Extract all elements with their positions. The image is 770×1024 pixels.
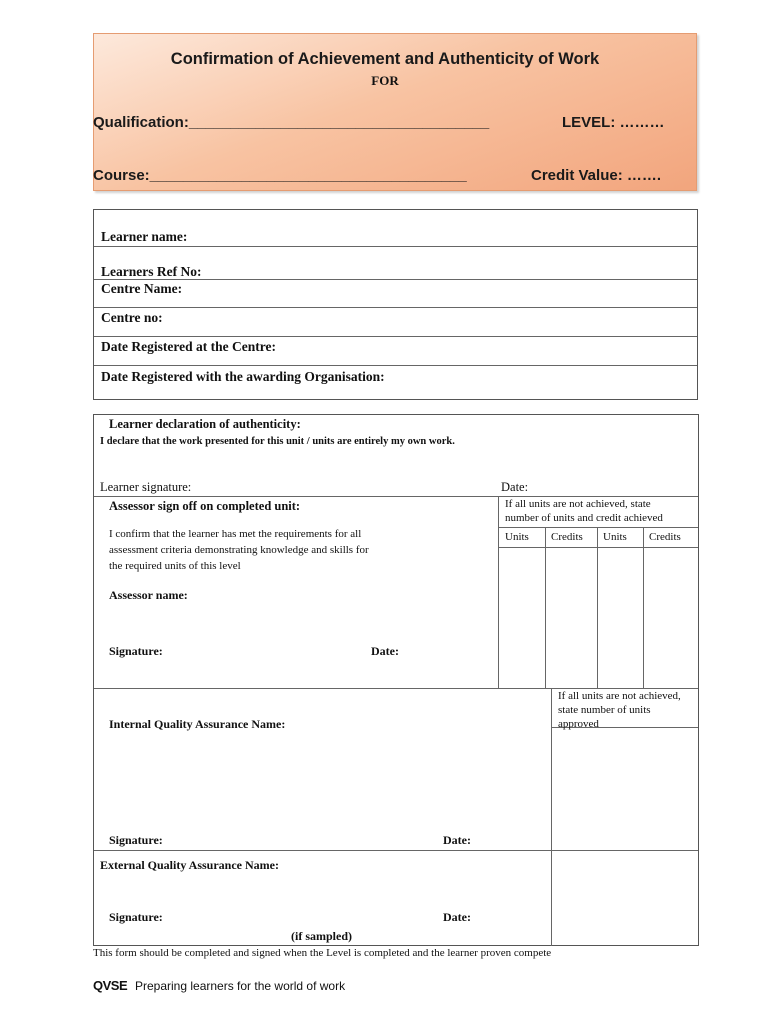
eqa-date-label: Date: — [443, 910, 471, 924]
level-line: LEVEL: ……… — [562, 114, 665, 131]
form-title: Confirmation of Achievement and Authenticity of Work — [170, 50, 600, 68]
declaration-title: Learner declaration of authenticity: — [109, 417, 301, 431]
date-registered-centre-label: Date Registered at the Centre: — [101, 339, 276, 354]
row-divider — [94, 336, 697, 337]
note-line: state number of units — [558, 704, 651, 716]
confirm-line: the required units of this level — [109, 560, 241, 572]
iqa-signature-label: Signature: — [109, 833, 163, 847]
assessor-not-achieved-note — [505, 497, 663, 525]
qualification-line: Qualification:____________________________________ — [93, 114, 490, 131]
learner-name-label: Learner name: — [101, 229, 188, 244]
credits-col-divider — [597, 527, 598, 688]
centre-no-label: Centre no: — [101, 310, 163, 325]
units-header-bottom — [498, 547, 698, 548]
row-divider — [94, 307, 697, 308]
eqa-top-divider — [94, 850, 698, 851]
row-divider — [94, 246, 697, 247]
credit-value-line: Credit Value: ……. — [531, 167, 662, 184]
eqa-if-sampled: (if sampled) — [291, 929, 352, 943]
assessor-title: Assessor sign off on completed unit: — [109, 499, 301, 513]
iqa-date-label: Date: — [443, 833, 471, 847]
assessor-confirm-text — [109, 526, 369, 574]
eqa-name-label: External Quality Assurance Name: — [100, 858, 279, 872]
learner-date-label: Date: — [501, 480, 529, 494]
confirm-line: I confirm that the learner has met the requirements for all — [109, 528, 362, 540]
units-header-2: Units — [603, 531, 627, 543]
credits-header-2: Credits — [649, 531, 681, 543]
units-header-1: Units — [505, 531, 529, 543]
row-divider — [94, 365, 697, 366]
assessor-date-label: Date: — [371, 644, 399, 658]
units-col-divider — [643, 527, 644, 688]
learner-info-table — [93, 209, 698, 400]
footer-tagline: Preparing learners for the world of work — [135, 979, 346, 993]
learner-signature-label: Learner signature: — [100, 480, 192, 494]
assessor-name-label: Assessor name: — [109, 588, 188, 602]
form-for-label: FOR — [371, 73, 399, 88]
iqa-name-label: Internal Quality Assurance Name: — [109, 717, 286, 731]
eqa-signature-label: Signature: — [109, 910, 163, 924]
note-line: If all units are not achieved, state — [505, 498, 651, 510]
iqa-not-achieved-note — [558, 689, 681, 731]
credits-header-1: Credits — [551, 531, 583, 543]
assessor-signature-label: Signature: — [109, 644, 163, 658]
footer-note: This form should be completed and signed when the Level is completed and the learner proven compete — [93, 947, 552, 959]
course-line: Course:______________________________________ — [93, 167, 467, 184]
note-line: If all units are not achieved, — [558, 690, 681, 702]
assessor-grid-left — [498, 496, 499, 688]
units-header-top — [498, 527, 698, 528]
units-col-divider — [545, 527, 546, 688]
learners-ref-label: Learners Ref No: — [101, 264, 202, 279]
qvse-logo: QVSE — [93, 978, 128, 993]
confirm-line: assessment criteria demonstrating knowledge and skills for — [109, 544, 369, 556]
centre-name-label: Centre Name: — [101, 281, 183, 296]
note-line: approved — [558, 718, 599, 730]
date-registered-awarding-label: Date Registered with the awarding Organisation: — [101, 369, 385, 384]
declaration-statement: I declare that the work presented for this unit / units are entirely my own work. — [100, 436, 455, 447]
note-line: number of units and credit achieved — [505, 512, 663, 524]
